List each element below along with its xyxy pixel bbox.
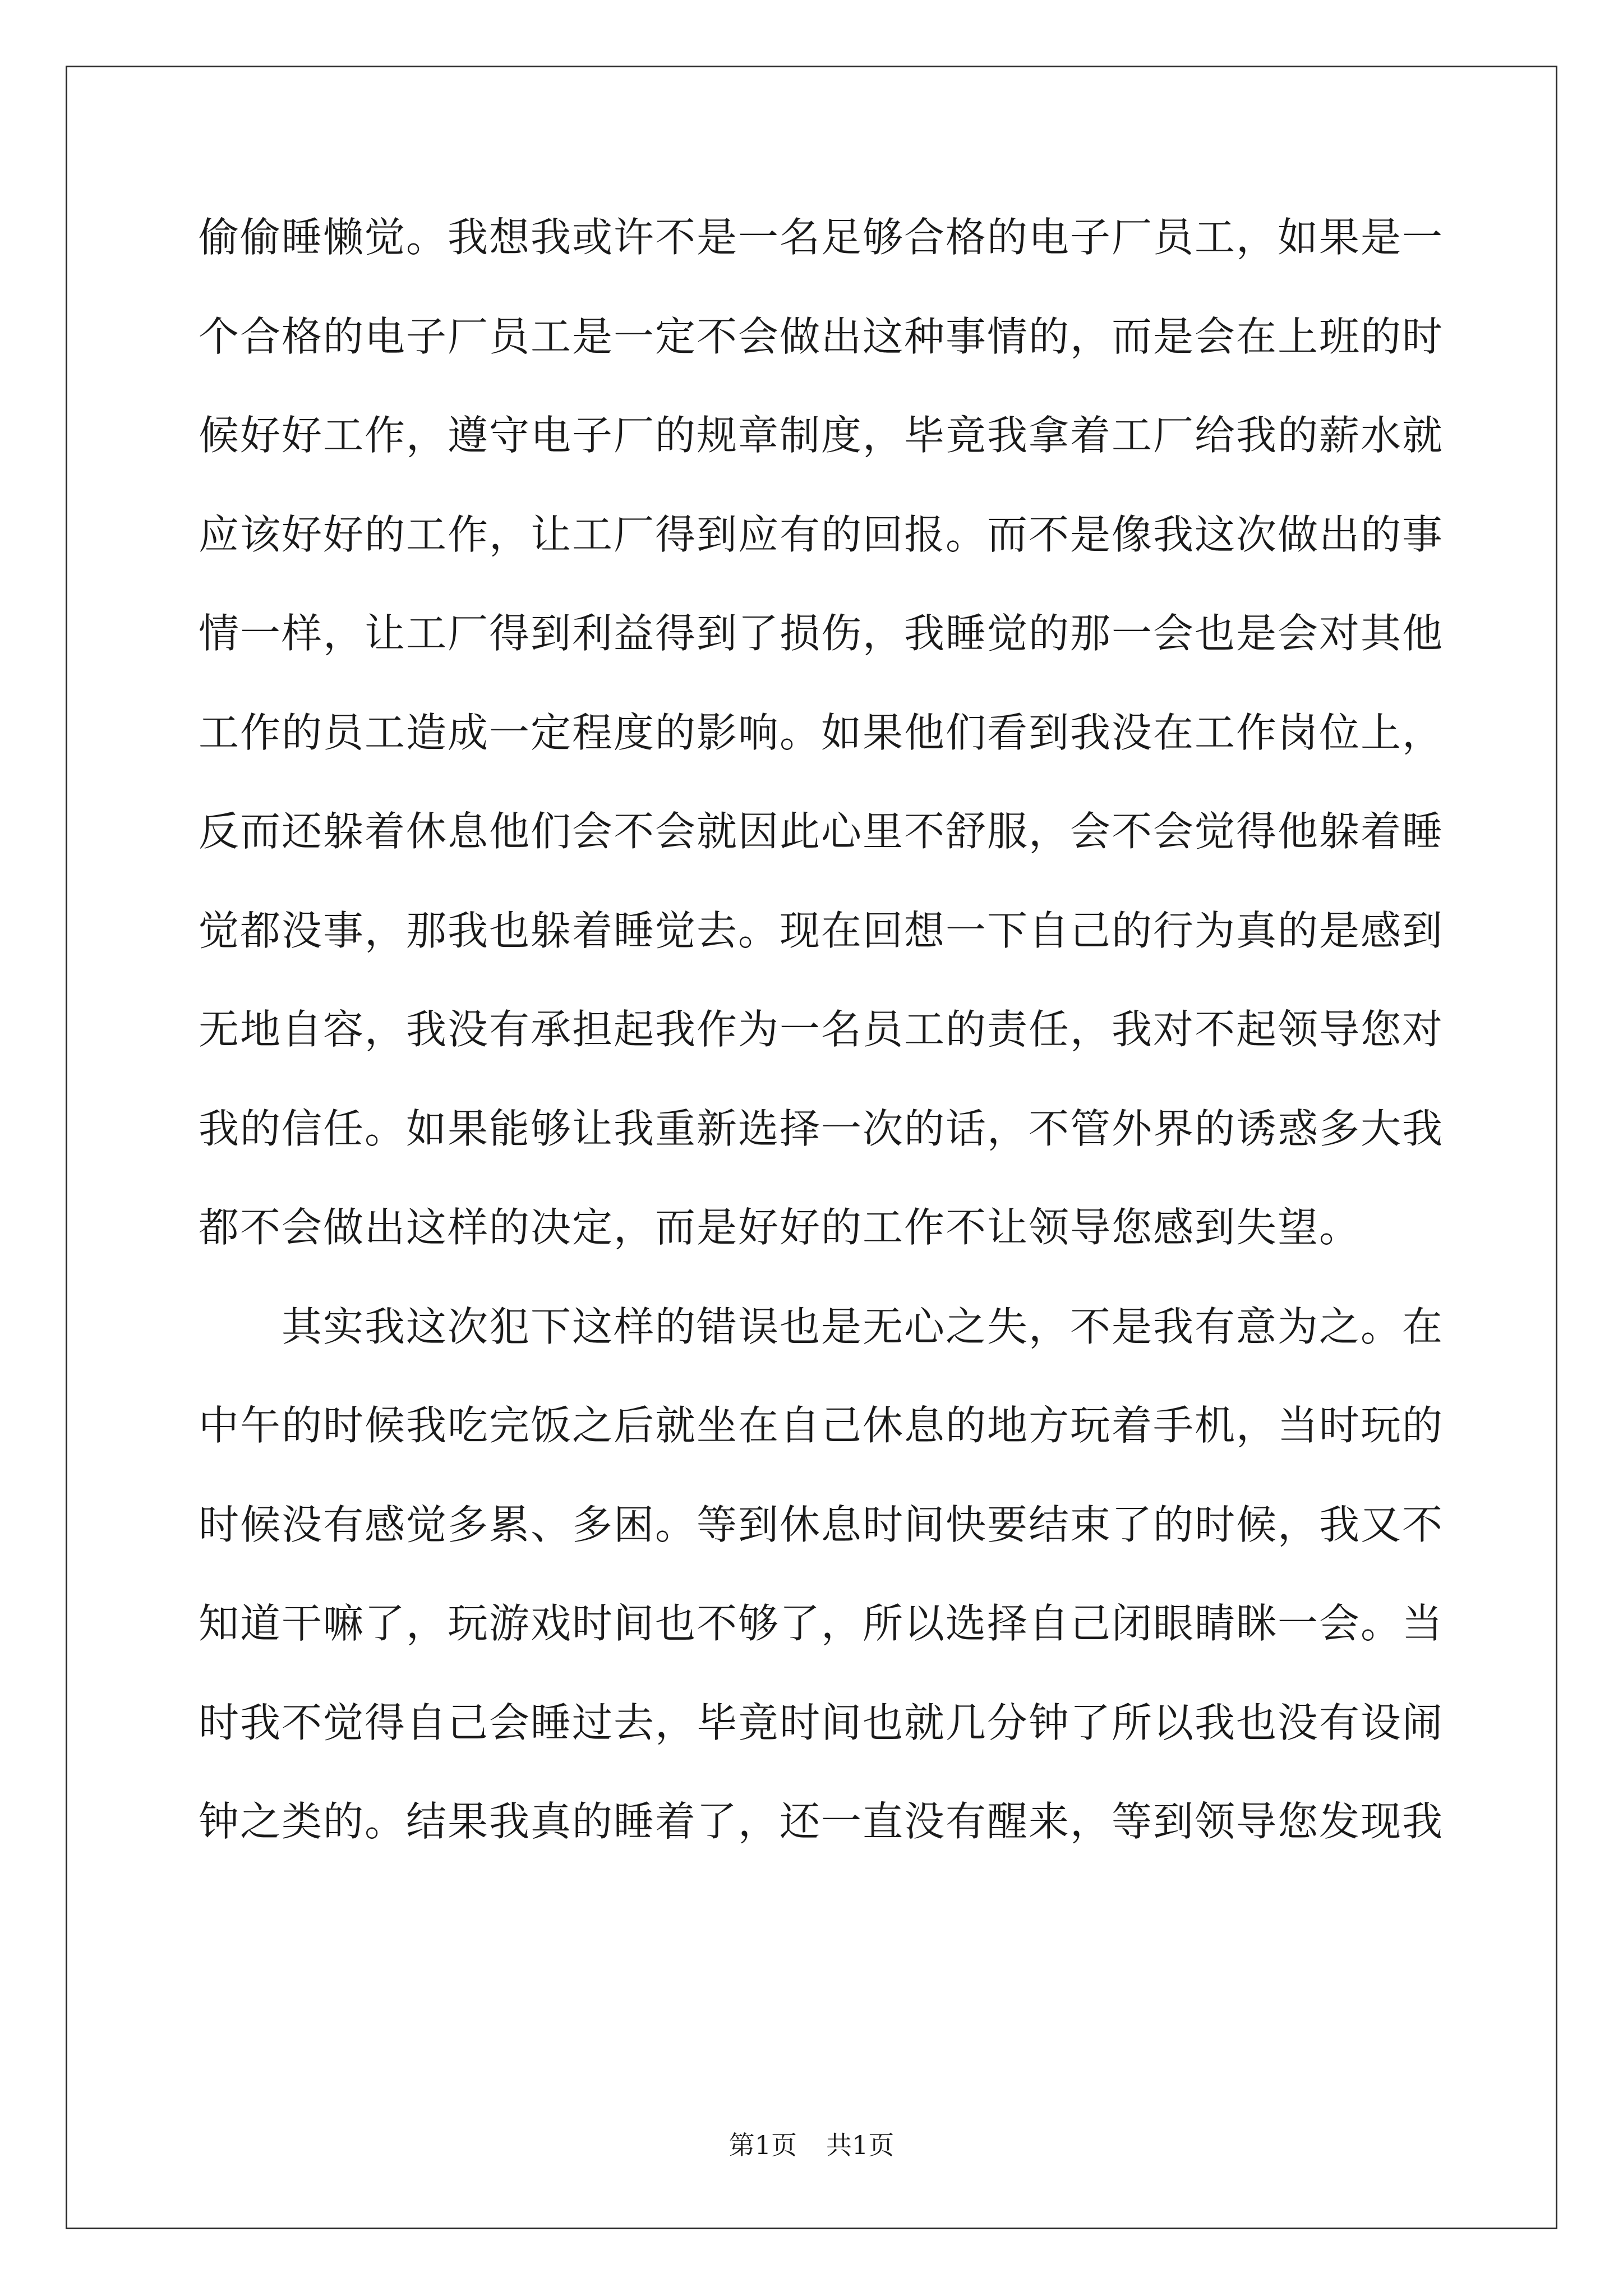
- text-line: 偷偷睡懒觉。我想我或许不是一名足够合格的电子厂员工，如果是一: [199, 214, 1444, 261]
- text-line: 觉都没事，那我也躲着睡觉去。现在回想一下自己的行为真的是感到: [199, 907, 1444, 954]
- page-footer: [0, 2128, 1623, 2162]
- text-line: 中午的时候我吃完饭之后就坐在自己休息的地方玩着手机，当时玩的: [199, 1402, 1444, 1449]
- text-line: 我的信任。如果能够让我重新选择一次的话，不管外界的诱惑多大我: [199, 1105, 1444, 1152]
- text-line: 无地自容，我没有承担起我作为一名员工的责任，我对不起领导您对: [199, 1006, 1444, 1053]
- text-line: 时候没有感觉多累、多困。等到休息时间快要结束了的时候，我又不: [199, 1501, 1444, 1548]
- paragraph-end-line: 都不会做出这样的决定，而是好好的工作不让领导您感到失望。: [199, 1204, 1361, 1251]
- document-body: [199, 209, 1444, 1893]
- text-line: 个合格的电子厂员工是一定不会做出这种事情的，而是会在上班的时: [199, 312, 1444, 360]
- text-line: 应该好好的工作，让工厂得到应有的回报。而不是像我这次做出的事: [199, 510, 1444, 558]
- text-line: 知道干嘛了，玩游戏时间也不够了，所以选择自己闭眼睛眯一会。当: [199, 1600, 1444, 1647]
- text-line: 时我不觉得自己会睡过去，毕竟时间也就几分钟了所以我也没有设闹: [199, 1699, 1444, 1746]
- paragraph-start-line: 其实我这次犯下这样的错误也是无心之失，不是我有意为之。在: [282, 1303, 1444, 1350]
- page-count: 共1页: [826, 2130, 895, 2160]
- text-line: 钟之类的。结果我真的睡着了，还一直没有醒来，等到领导您发现我: [199, 1798, 1444, 1845]
- page-number: 第1页: [728, 2130, 797, 2160]
- text-line: 反而还躲着休息他们会不会就因此心里不舒服，会不会觉得他躲着睡: [199, 808, 1444, 855]
- text-line: 工作的员工造成一定程度的影响。如果他们看到我没在工作岗位上，: [199, 708, 1444, 756]
- text-line: 情一样，让工厂得到利益得到了损伤，我睡觉的那一会也是会对其他: [199, 610, 1444, 657]
- text-line: 候好好工作，遵守电子厂的规章制度，毕竟我拿着工厂给我的薪水就: [199, 412, 1444, 459]
